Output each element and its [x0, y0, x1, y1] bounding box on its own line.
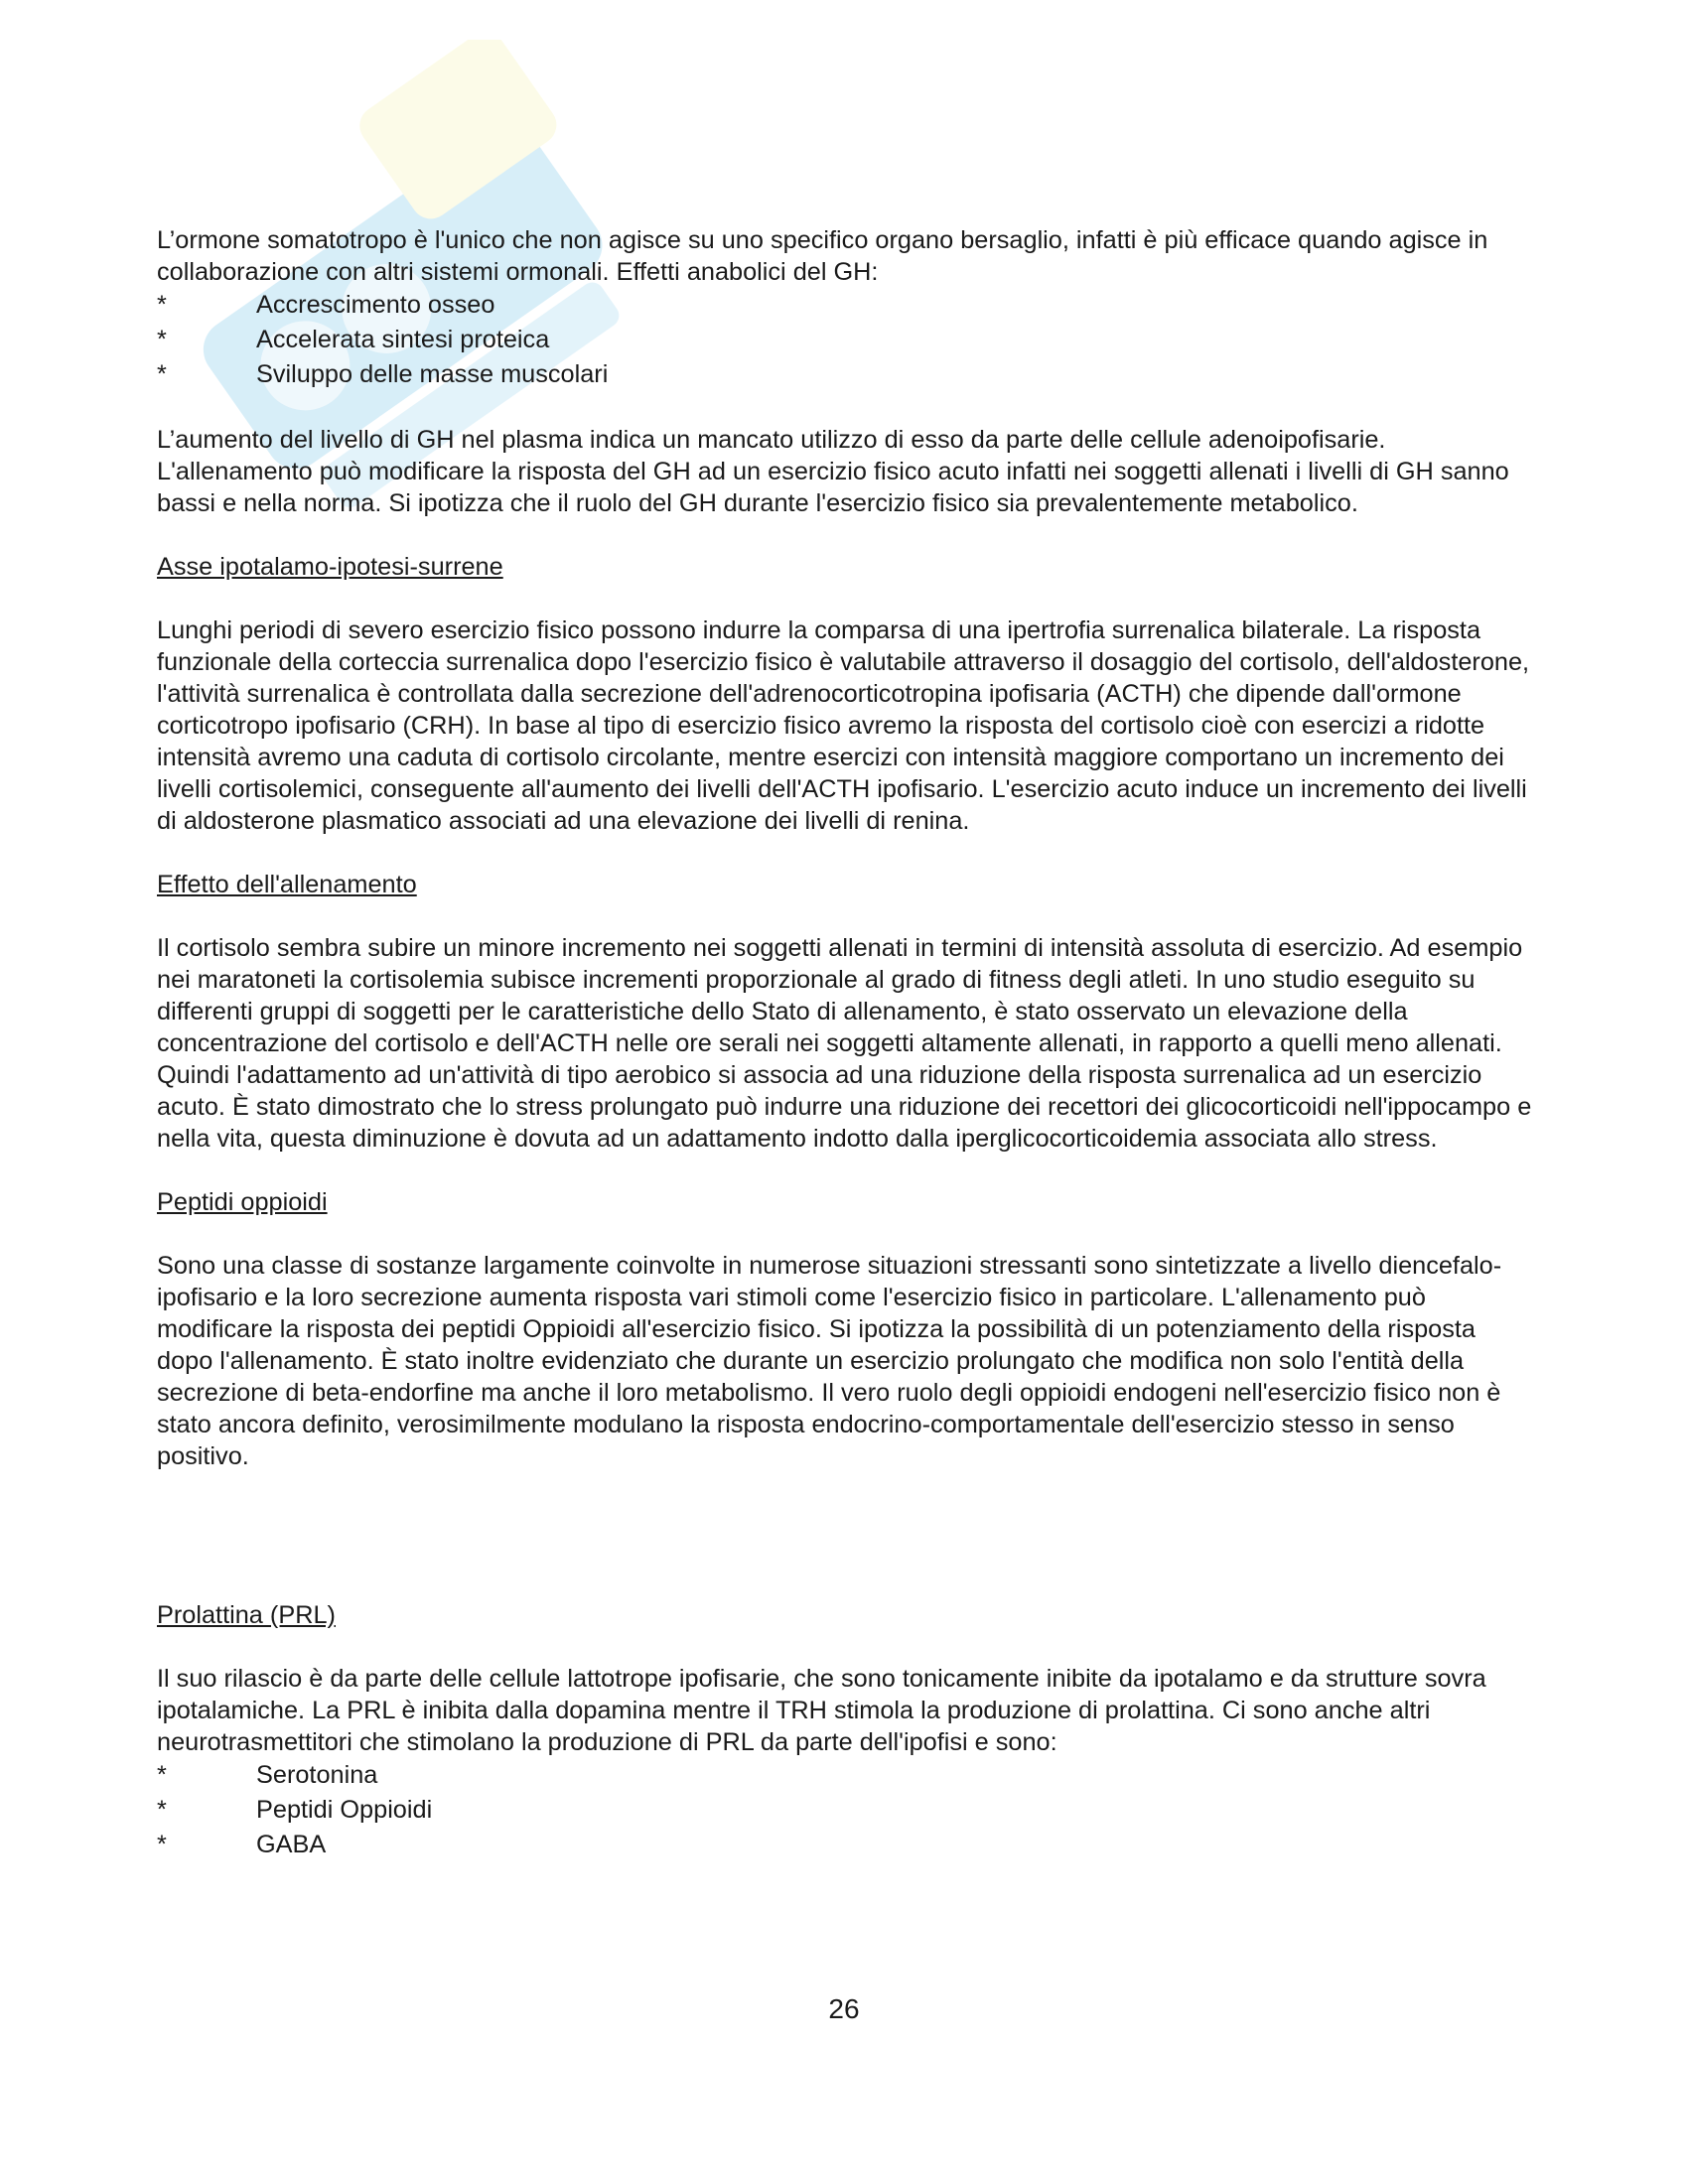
bullet-text: Peptidi Oppioidi: [256, 1796, 433, 1824]
bullet-marker: *: [157, 360, 167, 388]
bullet-item: [157, 323, 1537, 357]
page-content: [157, 224, 1537, 1862]
bullet-marker: *: [157, 1761, 167, 1789]
bullet-text: Sviluppo delle masse muscolari: [256, 360, 609, 388]
gh-level-paragraph: L’aumento del livello di GH nel plasma indica un mancato utilizzo di esso da parte delle cellule adenoipofisarie. L'allenamento può modificare la risposta del GH ad un esercizio fisico acuto infatti nei soggetti allenati i livelli di GH sanno bassi e nella norma. Si ipotizza che il ruolo del GH durante l'esercizio fisico sia prevalentemente metabolico.: [157, 426, 1509, 517]
bullet-marker: *: [157, 1796, 167, 1824]
gh-intro-paragraph: L’ormone somatotropo è l'unico che non agisce su uno specifico organo bersaglio, infatti è più efficace quando agisce in collaborazione con altri sistemi ormonali. Effetti anabolici del GH:: [157, 226, 1488, 286]
asse-paragraph: Lunghi periodi di severo esercizio fisico possono indurre la comparsa di una ipertrofia surrenalica bilaterale. La risposta funzionale della corteccia surrenalica dopo l'esercizio fisico è valutabile attraverso il dosaggio del cortisolo, dell'aldosterone, l'attività surrenalica è controllata dalla secrezione dell'adrenocorticotropina ipofisaria (ACTH) che dipende dall'ormone corticotropo ipofisario (CRH). In base al tipo di esercizio fisico avremo la risposta del cortisolo cioè con esercizi a ridotte intensità avremo una caduta di cortisolo circolante, mentre esercizi con intensità maggiore comportano un incremento dei livelli cortisolemici, conseguente all'aumento dei livelli dell'ACTH ipofisario. L'esercizio acuto induce un incremento dei livelli di aldosterone plasmatico associati ad una elevazione dei livelli di renina.: [157, 616, 1530, 835]
bullet-text: Serotonina: [256, 1761, 378, 1789]
bullet-item: [157, 288, 1537, 323]
allenamento-paragraph: Il cortisolo sembra subire un minore incremento nei soggetti allenati in termini di intensità assoluta di esercizio. Ad esempio nei maratoneti la cortisolemia subisce incrementi proporzionale al grado di fitness degli atleti. In uno studio eseguito su differenti gruppi di soggetti per le caratteristiche dello Stato di allenamento, è stato osservato un elevazione della concentrazione del cortisolo e dell'ACTH nelle ore serali nei soggetti altamente allenati, in rapporto a quelli meno allenati. Quindi l'adattamento ad un'attività di tipo aerobico si associa ad una riduzione della risposta surrenalica ad un esercizio acuto. È stato dimostrato che lo stress prolungato può indurre una riduzione dei recettori dei glicocorticoidi nell'ippocampo e nella vita, questa diminuzione è dovuta ad un adattamento indotto dalla iperglicocorticoidemia associata allo stress.: [157, 934, 1532, 1153]
section-heading-peptidi: Peptidi oppioidi: [157, 1188, 328, 1216]
section-heading-allenamento: Effetto dell'allenamento: [157, 871, 417, 898]
bullet-item: [157, 1758, 1537, 1793]
section-heading-asse: Asse ipotalamo-ipotesi-surrene: [157, 553, 503, 581]
bullet-item: [157, 1828, 1537, 1862]
bullet-text: Accrescimento osseo: [256, 291, 495, 319]
page-number: 26: [828, 1993, 860, 2024]
bullet-text: GABA: [256, 1831, 327, 1858]
section-heading-prolattina: Prolattina (PRL): [157, 1601, 336, 1629]
bullet-item: [157, 357, 1537, 392]
bullet-marker: *: [157, 1831, 167, 1858]
bullet-item: [157, 1793, 1537, 1828]
bullet-text: Accelerata sintesi proteica: [256, 326, 550, 353]
bullet-marker: *: [157, 326, 167, 353]
prolattina-paragraph: Il suo rilascio è da parte delle cellule lattotrope ipofisarie, che sono tonicamente inibite da ipotalamo e da strutture sovra ipotalamiche. La PRL è inibita dalla dopamina mentre il TRH stimola la produzione di prolattina. Ci sono anche altri neurotrasmettitori che stimolano la produzione di PRL da parte dell'ipofisi e sono:: [157, 1665, 1486, 1756]
peptidi-paragraph: Sono una classe di sostanze largamente coinvolte in numerose situazioni stressanti sono sintetizzate a livello diencefalo-ipofisario e la loro secrezione aumenta risposta vari stimoli come l'esercizio fisico in particolare. L'allenamento può modificare la risposta dei peptidi Oppioidi all'esercizio fisico. Si ipotizza la possibilità di un potenziamento della risposta dopo l'allenamento. È stato inoltre evidenziato che durante un esercizio prolungato che modifica non solo l'entità della secrezione di beta-endorfine ma anche il loro metabolismo. Il vero ruolo degli oppioidi endogeni nell'esercizio fisico non è stato ancora definito, verosimilmente modulano la risposta endocrino-comportamentale dell'esercizio stesso in senso positivo.: [157, 1252, 1502, 1470]
bullet-marker: *: [157, 291, 167, 319]
